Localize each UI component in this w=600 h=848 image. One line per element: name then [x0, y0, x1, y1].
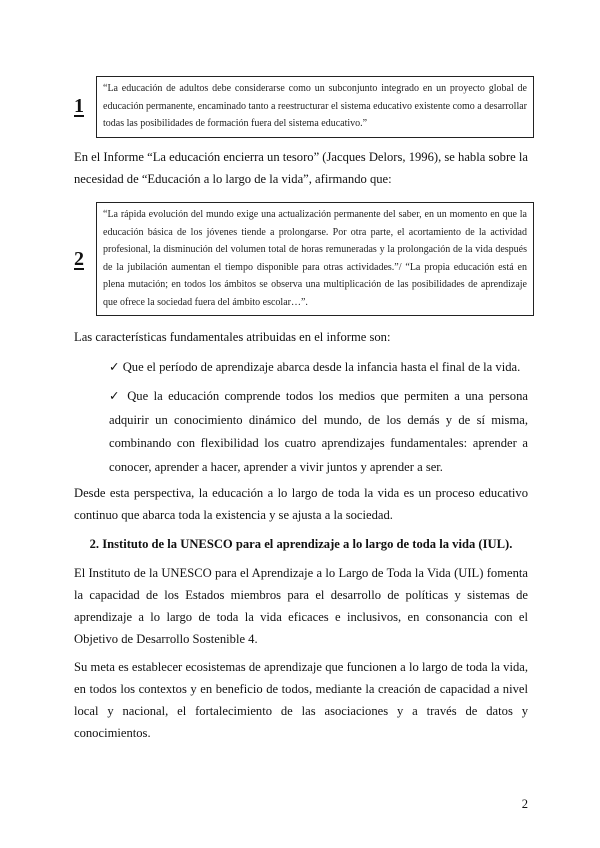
section-heading: 2. Instituto de la UNESCO para el aprendizaje a lo largo de toda la vida (IUL).	[89, 537, 513, 551]
characteristics-intro: Las características fundamentales atribuidas en el informe son:	[74, 330, 391, 344]
quote-box-1: “La educación de adultos debe considerarse como un subconjunto integrado en un proyecto global de educación permanente, encaminado tanto a reestructurar el sistema educativo existente como a desarrollar todas las posibilidades de formación fuera del sistema educativo.”	[96, 76, 534, 138]
checklist-item-1: ✓ Que el período de aprendizaje abarca desde la infancia hasta el final de la vida.	[109, 360, 521, 374]
perspective-paragraph: Desde esta perspectiva, la educación a lo largo de toda la vida es un proceso educativo continuo que abarca toda la existencia y se ajusta a la sociedad.	[74, 486, 528, 522]
intro-paragraph: En el Informe “La educación encierra un tesoro” (Jacques Delors, 1996), se habla sobre la necesidad de “Educación a lo largo de la vida”, afirmando que:	[74, 150, 528, 186]
quote-box-2: “La rápida evolución del mundo exige una actualización permanente del saber, en un momento en que la educación básica de los jóvenes tiende a prolongarse. Por otra parte, el acortamiento de la actividad profesional, la disminución del volumen total de horas remuneradas y la prolongación de la vida después de la jubilación aumentan el tiempo disponible para otras actividades.”/ “La propia educación está en plena mutación; en todos los ámbitos se observa una multiplicación de las posibilidades de aprendizaje que ofrece la sociedad fuera del ámbito escolar…”.	[96, 202, 534, 316]
quote-block-2	[74, 202, 534, 316]
quote-number-1: 1	[74, 95, 84, 118]
quote-number-2: 2	[74, 247, 84, 270]
uil-paragraph: El Instituto de la UNESCO para el Aprendizaje a lo Largo de Toda la Vida (UIL) fomenta la capacidad de los Estados miembros para el desarrollo de políticas y sistemas de aprendizaje a lo largo de toda la vida eficaces e inclusivos, en consonancia con el Objetivo de Desarrollo Sostenible 4.	[74, 566, 528, 646]
checklist-item-2: ✓ Que la educación comprende todos los medios que permiten a una persona adquirir un conocimiento dinámico del mundo, de los demás y de sí misma, combinando con flexibilidad los cuatro aprendizajes fundamentales: aprender a conocer, aprender a hacer, aprender a vivir juntos y aprender a ser.	[109, 389, 528, 474]
page-number: 2	[521, 797, 528, 811]
goal-paragraph: Su meta es establecer ecosistemas de aprendizaje que funcionen a lo largo de toda la vida, en todos los contextos y en beneficio de todos, mediante la creación de capacidad a nivel local y nacional, el fortalecimiento de las asociaciones y a través de datos y conocimientos.	[74, 660, 528, 740]
quote-block-1	[74, 76, 534, 138]
